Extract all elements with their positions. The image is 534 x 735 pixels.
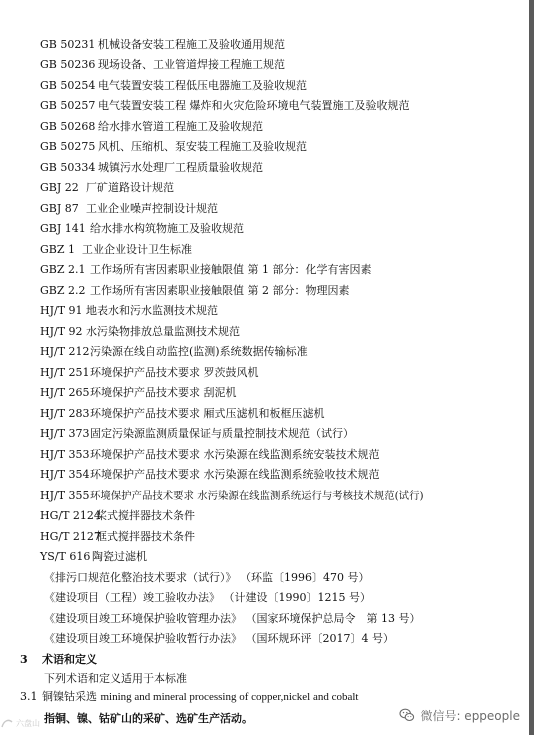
standard-code: GBZ 1 [40, 243, 76, 256]
standard-row [40, 138, 307, 156]
standard-code: HJ/T 212 [40, 345, 90, 358]
term-definition: 指铜、镍、钴矿山的采矿、选矿生产活动。 [44, 712, 253, 725]
standard-row [40, 36, 285, 54]
section-intro: 下列术语和定义适用于本标准 [44, 672, 187, 685]
regulation-item: 《建设项目（工程）竣工验收办法》 （计建设〔1990〕1215 号） [44, 591, 371, 604]
standard-row [40, 528, 195, 546]
standard-name: 污染源在线自动监控(监测)系统数据传输标准 [90, 345, 308, 358]
standard-code: HG/T 2124 [40, 509, 101, 522]
standard-name: 电气装置安装工程 爆炸和火灾危险环境电气装置施工及验收规范 [98, 99, 410, 112]
standard-row [40, 77, 307, 95]
standard-name: 地表水和污水监测技术规范 [86, 304, 218, 317]
standard-row [40, 446, 380, 464]
standard-name: 桨式搅拌器技术条件 [96, 509, 195, 522]
standard-row [40, 487, 424, 505]
standard-name: 现场设备、工业管道焊接工程施工规范 [98, 58, 285, 71]
standard-row [40, 220, 244, 238]
standard-code: HG/T 2127 [40, 530, 101, 543]
standard-row [40, 466, 380, 484]
standard-code: HJ/T 283 [40, 407, 90, 420]
regulation-item: 《排污口规范化整治技术要求（试行）》 （环监〔1996〕470 号） [44, 571, 370, 584]
standard-row [40, 282, 350, 300]
standard-code: YS/T 616 [40, 550, 91, 563]
standard-name: 环境保护产品技术要求 罗茨鼓风机 [90, 366, 259, 379]
standard-row [40, 200, 218, 218]
standard-code: GB 50231 [40, 38, 96, 51]
standard-code: GB 50254 [40, 79, 96, 92]
standard-name: 工作场所有害因素职业接触限值 第 2 部分：物理因素 [90, 284, 350, 297]
standard-name: 环境保护产品技术要求 水污染源在线监测系统安装技术规范 [90, 448, 380, 461]
standard-code: HJ/T 355 [40, 489, 90, 502]
standard-code: HJ/T 251 [40, 366, 90, 379]
standard-row [40, 118, 263, 136]
standard-name: 环境保护产品技术要求 刮泥机 [90, 386, 237, 399]
watermark-right-text: 微信号: eppeople [420, 708, 520, 723]
standard-name: 风机、压缩机、泵安装工程施工及验收规范 [98, 140, 307, 153]
standard-row [40, 548, 147, 566]
standard-row [40, 384, 237, 402]
standard-code: HJ/T 373 [40, 427, 90, 440]
standard-row [40, 56, 285, 74]
term-number: 3.1 [20, 690, 38, 703]
standard-code: HJ/T 354 [40, 468, 90, 481]
standard-row [40, 302, 218, 320]
standard-code: GB 50257 [40, 99, 96, 112]
watermark-logo-icon [0, 716, 14, 730]
standard-name: 框式搅拌器技术条件 [96, 530, 195, 543]
watermark-right [399, 704, 520, 726]
standard-code: GBZ 2.1 [40, 263, 86, 276]
standard-code: HJ/T 91 [40, 304, 83, 317]
standard-name: 机械设备安装工程施工及验收通用规范 [98, 38, 285, 51]
standard-row [40, 323, 240, 341]
section-number: 3 [20, 653, 28, 666]
standard-row [40, 97, 410, 115]
standard-name: 城镇污水处理厂工程质量验收规范 [98, 161, 263, 174]
standard-code: HJ/T 353 [40, 448, 90, 461]
regulation-item: 《建设项目竣工环境保护验收管理办法》 （国家环境保护总局令 第 13 号） [44, 612, 421, 625]
standard-row [40, 159, 263, 177]
standard-row [40, 425, 354, 443]
standard-name: 环境保护产品技术要求 厢式压滤机和板框压滤机 [90, 407, 325, 420]
standard-code: GBJ 141 [40, 222, 86, 235]
standard-name: 电气装置安装工程低压电器施工及验收规范 [98, 79, 307, 92]
standard-name: 给水排水管道工程施工及验收规范 [98, 120, 263, 133]
term-name-en: mining and mineral processing of copper,nickel and cobalt [100, 691, 359, 703]
standard-row [40, 179, 174, 197]
standard-code: GB 50275 [40, 140, 96, 153]
standard-name: 环境保护产品技术要求 水污染源在线监测系统运行与考核技术规范(试行) [90, 490, 424, 502]
section-title: 术语和定义 [42, 653, 97, 666]
standard-row [40, 364, 259, 382]
standard-code: GBJ 87 [40, 202, 79, 215]
watermark-left-text: 六盘山 [16, 718, 40, 728]
standard-name: 工业企业设计卫生标准 [82, 243, 192, 256]
standard-code: GBJ 22 [40, 181, 79, 194]
standard-row [40, 343, 308, 361]
standard-name: 工作场所有害因素职业接触限值 第 1 部分：化学有害因素 [90, 263, 372, 276]
standard-name: 陶瓷过滤机 [92, 550, 147, 563]
standard-name: 给水排水构筑物施工及验收规范 [90, 222, 244, 235]
standard-row [40, 507, 195, 525]
standard-name: 环境保护产品技术要求 水污染源在线监测系统验收技术规范 [90, 468, 380, 481]
section-heading [20, 651, 97, 669]
watermark-left [0, 712, 60, 734]
standard-name: 工业企业噪声控制设计规范 [86, 202, 218, 215]
standard-code: HJ/T 92 [40, 325, 83, 338]
term-name-cn: 铜镍钴采选 [42, 690, 97, 703]
wechat-icon [399, 707, 415, 723]
page-edge [529, 0, 534, 735]
standard-code: GBZ 2.2 [40, 284, 86, 297]
standard-name: 厂矿道路设计规范 [86, 181, 174, 194]
standard-code: GB 50334 [40, 161, 96, 174]
standard-code: HJ/T 265 [40, 386, 90, 399]
regulation-item: 《建设项目竣工环境保护验收暂行办法》 （国环规环评〔2017〕4 号） [44, 632, 394, 645]
standard-row [40, 261, 372, 279]
standard-name: 固定污染源监测质量保证与质量控制技术规范（试行） [90, 427, 354, 440]
standard-row [40, 405, 325, 423]
standard-name: 水污染物排放总量监测技术规范 [86, 325, 240, 338]
term-entry [20, 688, 358, 706]
standard-code: GB 50236 [40, 58, 96, 71]
standard-row [40, 241, 192, 259]
standard-code: GB 50268 [40, 120, 96, 133]
